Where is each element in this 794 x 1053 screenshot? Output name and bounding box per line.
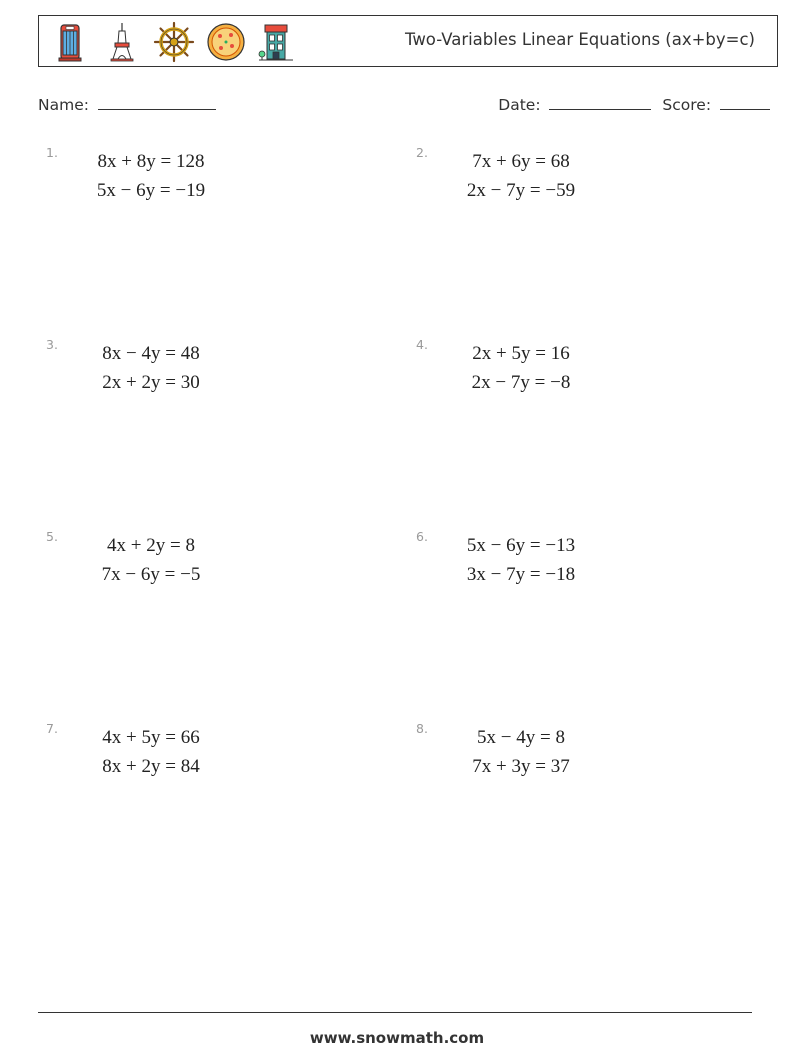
tower-icon bbox=[101, 21, 143, 63]
problem-number: 3. bbox=[46, 337, 58, 352]
date-blank bbox=[549, 93, 651, 110]
equation-1: 5x − 6y = −13 bbox=[466, 535, 576, 556]
building-icon bbox=[257, 21, 299, 63]
equation-1: 2x + 5y = 16 bbox=[472, 343, 570, 364]
problem-4 bbox=[416, 337, 756, 417]
equation-2: 2x − 7y = −59 bbox=[466, 180, 576, 201]
equation-1: 8x + 8y = 128 bbox=[97, 151, 205, 172]
problem-8 bbox=[416, 721, 756, 801]
problem-number: 4. bbox=[416, 337, 428, 352]
equation-1: 5x − 4y = 8 bbox=[477, 727, 565, 748]
name-field bbox=[38, 93, 216, 114]
footer-site: www.snowmath.com bbox=[309, 1029, 485, 1047]
pizza-icon bbox=[205, 21, 247, 63]
problem-7 bbox=[46, 721, 386, 801]
problem-number: 8. bbox=[416, 721, 428, 736]
problem-6 bbox=[416, 529, 756, 609]
date-score-fields bbox=[498, 93, 770, 114]
problem-number: 6. bbox=[416, 529, 428, 544]
equation-1: 4x + 2y = 8 bbox=[107, 535, 195, 556]
equation-1: 8x − 4y = 48 bbox=[102, 343, 200, 364]
problem-2 bbox=[416, 145, 756, 225]
problem-number: 2. bbox=[416, 145, 428, 160]
equation-2: 2x − 7y = −8 bbox=[471, 372, 571, 393]
phone-booth-icon bbox=[49, 21, 91, 63]
name-label: Name: bbox=[38, 96, 89, 114]
equation-2: 8x + 2y = 84 bbox=[102, 756, 200, 777]
problem-5 bbox=[46, 529, 386, 609]
worksheet-header bbox=[38, 15, 778, 67]
footer-divider bbox=[38, 1012, 752, 1013]
problem-number: 1. bbox=[46, 145, 58, 160]
problem-number: 5. bbox=[46, 529, 58, 544]
problem-3 bbox=[46, 337, 386, 417]
worksheet-title: Two-Variables Linear Equations (ax+by=c) bbox=[404, 30, 755, 49]
equation-2: 5x − 6y = −19 bbox=[96, 180, 206, 201]
equation-2: 7x − 6y = −5 bbox=[101, 564, 201, 585]
date-label: Date: bbox=[498, 96, 541, 114]
name-blank bbox=[98, 93, 216, 110]
equation-1: 7x + 6y = 68 bbox=[472, 151, 570, 172]
equation-2: 2x + 2y = 30 bbox=[102, 372, 200, 393]
equation-1: 4x + 5y = 66 bbox=[102, 727, 200, 748]
score-label: Score: bbox=[662, 96, 712, 114]
problem-number: 7. bbox=[46, 721, 58, 736]
equation-2: 7x + 3y = 37 bbox=[472, 756, 570, 777]
ship-wheel-icon bbox=[153, 21, 195, 63]
equation-2: 3x − 7y = −18 bbox=[466, 564, 576, 585]
problem-1 bbox=[46, 145, 386, 225]
score-blank bbox=[720, 93, 770, 110]
header-icons bbox=[49, 20, 299, 64]
